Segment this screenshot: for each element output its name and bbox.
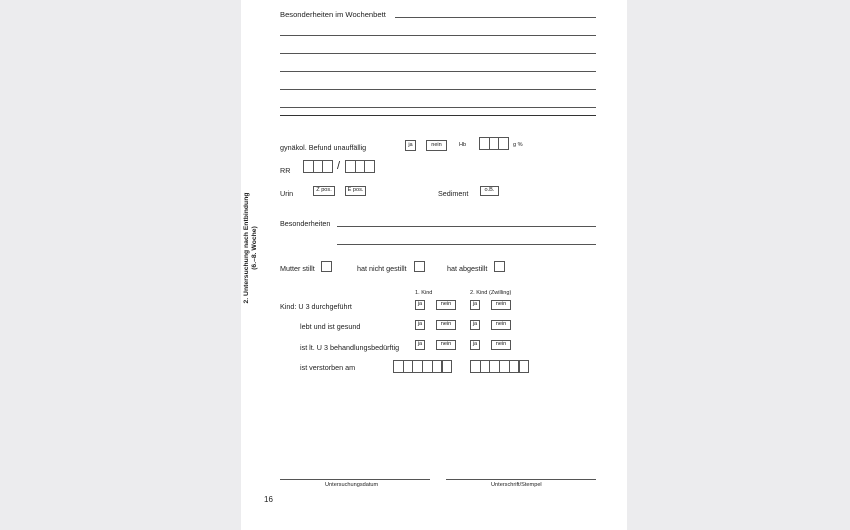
kind-row-u3-label: Kind: U 3 durchgeführt xyxy=(280,302,352,311)
wochenbett-line-2[interactable] xyxy=(280,35,596,36)
abgestillt-label: hat abgestillt xyxy=(447,264,488,273)
mutter-stillt-checkbox[interactable] xyxy=(321,261,332,272)
kind2-behandlung-nein-checkbox[interactable]: nein xyxy=(491,340,511,350)
hb-unit: g % xyxy=(513,142,523,148)
kind1-gesund-ja-checkbox[interactable]: ja xyxy=(415,320,425,330)
sediment-label: Sediment xyxy=(438,189,469,198)
kind2-u3-nein-checkbox[interactable]: nein xyxy=(491,300,511,310)
urin-e-pos-checkbox[interactable]: E pos. xyxy=(345,186,366,196)
kind2-gesund-nein-checkbox[interactable]: nein xyxy=(491,320,511,330)
befund-nein-checkbox[interactable]: nein xyxy=(426,140,447,151)
date-line[interactable] xyxy=(280,479,430,480)
urin-z-pos-checkbox[interactable]: Z pos. xyxy=(313,186,335,196)
kind1-verstorben-date-input[interactable] xyxy=(393,360,451,373)
wochenbett-line-6[interactable] xyxy=(280,107,596,108)
urin-label: Urin xyxy=(280,189,294,198)
hb-input[interactable] xyxy=(479,137,508,150)
section-title-main: 2. Untersuchung nach Entbindung xyxy=(243,192,251,304)
mutter-stillt-label: Mutter stillt xyxy=(280,264,315,273)
kind-row-verstorben-label: ist verstorben am xyxy=(300,363,356,372)
kind2-u3-ja-checkbox[interactable]: ja xyxy=(470,300,480,310)
nicht-gestillt-label: hat nicht gestillt xyxy=(357,264,407,273)
signature-label: Unterschrift/Stempel xyxy=(491,482,542,488)
page-number: 16 xyxy=(264,495,273,504)
date-label: Untersuchungsdatum xyxy=(325,482,379,488)
nicht-gestillt-checkbox[interactable] xyxy=(414,261,425,272)
kind-row-gesund-label: lebt und ist gesund xyxy=(300,322,361,331)
section-title-sub: (6.–8. Woche) xyxy=(251,226,258,270)
kind1-gesund-nein-checkbox[interactable]: nein xyxy=(436,320,456,330)
besonderheiten-label: Besonderheiten xyxy=(280,219,331,228)
rr-systolic-input[interactable] xyxy=(303,160,332,173)
form-page xyxy=(241,0,627,530)
befund-ja-checkbox[interactable]: ja xyxy=(405,140,416,151)
kind2-verstorben-date-input[interactable] xyxy=(470,360,528,373)
wochenbett-line-3[interactable] xyxy=(280,53,596,54)
signature-line[interactable] xyxy=(446,479,596,480)
kind1-u3-ja-checkbox[interactable]: ja xyxy=(415,300,425,310)
wochenbett-line-5[interactable] xyxy=(280,89,596,90)
kind1-u3-nein-checkbox[interactable]: nein xyxy=(436,300,456,310)
kind1-behandlung-ja-checkbox[interactable]: ja xyxy=(415,340,425,350)
section-divider xyxy=(280,115,596,116)
section-title xyxy=(243,192,259,303)
kind1-behandlung-nein-checkbox[interactable]: nein xyxy=(436,340,456,350)
rr-label: RR xyxy=(280,166,291,175)
rr-diastolic-input[interactable] xyxy=(345,160,374,173)
wochenbett-line-1[interactable] xyxy=(395,17,596,18)
abgestillt-checkbox[interactable] xyxy=(494,261,505,272)
wochenbett-label: Besonderheiten im Wochenbett xyxy=(280,10,386,19)
besonderheiten-line-1[interactable] xyxy=(337,226,596,227)
kind-col1-header: 1. Kind xyxy=(415,290,433,296)
rr-separator: / xyxy=(337,160,341,172)
hb-label: Hb xyxy=(459,142,467,148)
besonderheiten-line-2[interactable] xyxy=(337,244,596,245)
kind-row-behandlung-label: ist lt. U 3 behandlungsbedürftig xyxy=(300,343,400,352)
befund-label: gynäkol. Befund unauffällig xyxy=(280,143,367,152)
kind2-gesund-ja-checkbox[interactable]: ja xyxy=(470,320,480,330)
wochenbett-line-4[interactable] xyxy=(280,71,596,72)
sediment-ob-checkbox[interactable]: o.B. xyxy=(480,186,499,196)
kind2-behandlung-ja-checkbox[interactable]: ja xyxy=(470,340,480,350)
kind-col2-header: 2. Kind (Zwilling) xyxy=(470,290,512,296)
